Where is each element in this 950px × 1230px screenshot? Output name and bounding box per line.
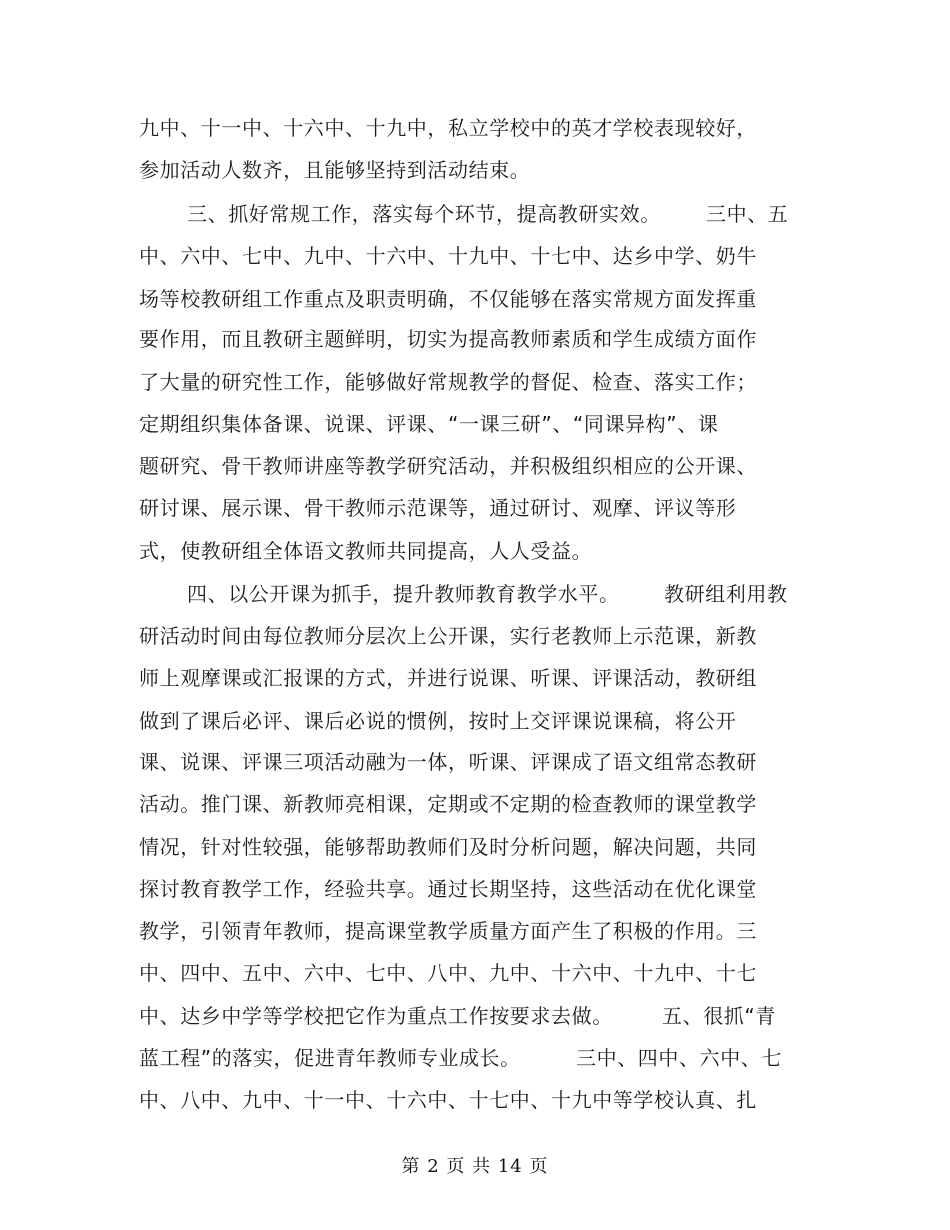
text-line: 三、抓好常规工作，落实每个环节，提高教研实效。 [187,202,661,226]
text-line: 了大量的研究性工作，能够做好常规教学的督促、检查、落实工作； [139,370,757,394]
text-line: 要作用，而且教研主题鲜明，切实为提高教师素质和学生成绩方面作 [139,327,757,351]
text-line: 九中、十一中、十六中、十九中，私立学校中的英才学校表现较好， [139,116,757,140]
text-line: 教学，引领青年教师，提高课堂教学质量方面产生了积极的作用。三 [139,919,757,943]
text-line: 定期组织集体备课、说课、评课、“一课三研”、“同课异构”、课 [139,412,719,436]
text-line: 情况，针对性较强，能够帮助教师们及时分析问题，解决问题，共同 [139,835,757,859]
page-number: 第 2 页 共 14 页 [401,1156,549,1177]
text-line: 活动。推门课、新教师亮相课，定期或不定期的检查教师的课堂教学 [139,792,757,816]
text-line: 探讨教育教学工作，经验共享。通过长期坚持，这些活动在优化课堂 [139,877,757,901]
text-line: 研讨课、展示课、骨干教师示范课等，通过研讨、观摩、评议等形 [139,496,737,520]
text-line: 做到了课后必评、课后必说的惯例，按时上交评课说课稿，将公开 [139,709,737,733]
text-line: 中、八中、九中、十一中、十六中、十七中、十九中等学校认真、扎 [139,1088,757,1112]
text-line: 参加活动人数齐，且能够坚持到活动结束。 [139,158,531,182]
text-line: 教研组利用教 [664,582,788,606]
text-line: 三中、四中、六中、七 [576,1046,782,1070]
text-line: 师上观摩课或汇报课的方式，并进行说课、听课、评课活动，教研组 [139,666,757,690]
text-line: 中、六中、七中、九中、十六中、十九中、十七中、达乡中学、奶牛 [139,244,757,268]
text-line: 蓝工程”的落实，促进青年教师专业成长。 [139,1046,521,1070]
text-line: 课、说课、评课三项活动融为一体，听课、评课成了语文组常态教研 [139,750,757,774]
text-line: 中、四中、五中、六中、七中、八中、九中、十六中、十九中、十七 [139,961,757,985]
text-line: 四、以公开课为抓手，提升教师教育教学水平。 [187,582,620,606]
text-line: 题研究、骨干教师讲座等教学研究活动，并积极组织相应的公开课、 [139,454,757,478]
text-line: 中、达乡中学等学校把它作为重点工作按要求去做。 [139,1004,613,1028]
text-line: 场等校教研组工作重点及职责明确，不仅能够在落实常规方面发挥重 [139,287,757,311]
text-line: 式，使教研组全体语文教师共同提高，人人受益。 [139,539,593,563]
text-line: 研活动时间由每位教师分层次上公开课，实行老教师上示范课，新教 [139,624,757,648]
text-line: 三中、五 [706,202,789,226]
text-line: 五、很抓“青 [662,1004,776,1028]
